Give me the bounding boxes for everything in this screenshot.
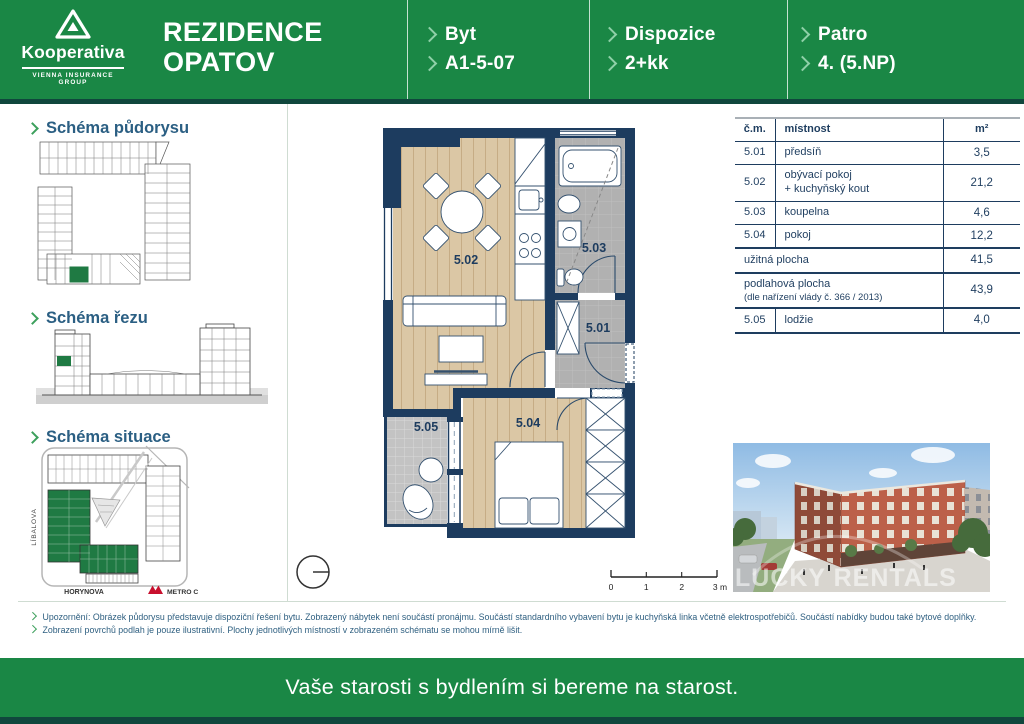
floorplan-schema-title: Schéma půdorysu — [46, 119, 190, 137]
site-plan-schematic — [28, 442, 198, 602]
chevron-right-icon — [602, 56, 618, 72]
layout-info — [604, 20, 716, 78]
page-title-line1: REZIDENCE — [163, 17, 323, 47]
room-area: 21,2 — [943, 165, 1020, 202]
disclaimer-line2: Zobrazení povrchů podlah je pouze ilustrativní. Plochy jednotlivých místností v zobrazeném schématu se mohou mírně lišit. — [42, 625, 523, 635]
unit-number: A1-5-07 — [445, 52, 516, 74]
floorplan-schema-heading — [28, 119, 189, 138]
floor-info — [797, 20, 896, 78]
site-schema-title: Schéma situace — [46, 428, 171, 446]
table-row — [735, 225, 1020, 249]
toilet — [557, 269, 564, 286]
room-name: koupelna — [775, 201, 943, 224]
scale-bar — [604, 566, 739, 598]
scale-tick-0: 0 — [608, 582, 614, 592]
floor-value: 4. (5.NP) — [818, 52, 896, 74]
header-separator — [407, 0, 408, 99]
bed — [495, 442, 563, 528]
compass-icon — [293, 552, 333, 592]
room-num: 5.03 — [735, 201, 775, 224]
disclaimer — [30, 611, 1010, 637]
bedroom-wardrobe — [586, 398, 625, 528]
chevron-right-icon — [602, 27, 618, 43]
summary-area: 41,5 — [943, 248, 1020, 272]
room-label-5-04: 5.04 — [515, 416, 541, 430]
layout-label: Dispozice — [625, 23, 716, 45]
layout-value: 2+kk — [625, 52, 669, 74]
room-name: lodžie — [775, 308, 943, 332]
room-name: předsíň — [775, 141, 943, 164]
summary-row-usable-area — [735, 248, 1020, 272]
footer-accent-strip — [0, 717, 1024, 724]
loggia-glass-door — [447, 417, 463, 528]
entry-opening — [625, 343, 635, 383]
metro-label: METRO C — [167, 589, 198, 596]
footer-slogan: Vaše starosti s bydlením si bereme na starost. — [285, 675, 739, 699]
header-bar — [0, 0, 1024, 99]
room-num: 5.04 — [735, 225, 775, 249]
hall-wardrobe — [557, 302, 579, 354]
scale-tick-2: 2 — [679, 582, 685, 592]
section-schema-title: Schéma řezu — [46, 309, 148, 327]
summary-label: užitná plocha — [735, 248, 943, 272]
chevron-right-icon — [422, 27, 438, 43]
header-separator — [589, 0, 590, 99]
room-label-5-03: 5.03 — [581, 241, 607, 255]
header-separator — [787, 0, 788, 99]
floor-label: Patro — [818, 23, 868, 45]
summary-label — [735, 273, 943, 309]
table-row — [735, 201, 1020, 224]
col-header-num: č.m. — [735, 118, 775, 141]
room-area: 4,0 — [943, 308, 1020, 332]
table-row — [735, 165, 1020, 202]
chevron-right-icon — [29, 625, 37, 633]
table-header-row — [735, 118, 1020, 141]
room-area: 12,2 — [943, 225, 1020, 249]
content-divider — [18, 601, 1006, 602]
kitchen-counter — [515, 138, 545, 300]
brand-logo — [20, 8, 126, 86]
unit-info — [424, 20, 515, 78]
brand-rule — [22, 67, 124, 69]
room-area: 4,6 — [943, 201, 1020, 224]
kooperativa-triangle-icon — [53, 8, 93, 40]
building-photo — [733, 443, 990, 592]
brand-name: Kooperativa — [21, 42, 125, 62]
chevron-right-icon — [422, 56, 438, 72]
metro-icon — [148, 586, 163, 595]
scale-tick-1: 1 — [643, 582, 649, 592]
room-area: 3,5 — [943, 141, 1020, 164]
chevron-right-icon — [795, 27, 811, 43]
highlighted-unit-marker — [70, 267, 88, 282]
table-row — [735, 141, 1020, 164]
col-header-area: m² — [943, 118, 1020, 141]
col-header-room: místnost — [775, 118, 943, 141]
building-section-schematic — [36, 322, 268, 404]
summary-row-floor-area — [735, 273, 1020, 309]
room-label-5-05: 5.05 — [413, 420, 439, 434]
photo-watermark: LUCKY RENTALS — [735, 564, 957, 592]
room-area-table — [735, 117, 1020, 334]
table-row-loggia — [735, 308, 1020, 332]
chevron-right-icon — [26, 122, 39, 135]
sidebar-divider — [287, 104, 288, 601]
unit-label: Byt — [445, 23, 477, 45]
scale-tick-3: 3 m — [712, 582, 728, 592]
street-label-horynova: HORYNOVA — [64, 589, 104, 596]
page-title-line2: OPATOV — [163, 47, 275, 77]
header-accent-strip — [0, 99, 1024, 104]
summary-label-line1: podlahová plocha — [744, 277, 831, 290]
brand-group: VIENNA INSURANCE GROUP — [32, 72, 114, 86]
room-name-line2: + kuchyňský kout — [784, 182, 870, 195]
room-num: 5.05 — [735, 308, 775, 332]
room-num: 5.02 — [735, 165, 775, 202]
room-name-line1: obývací pokoj — [784, 169, 852, 182]
chevron-right-icon — [29, 612, 37, 620]
summary-area: 43,9 — [943, 273, 1020, 309]
apartment-floorplan — [378, 124, 640, 544]
washbasin — [558, 195, 580, 213]
room-label-5-01: 5.01 — [585, 321, 611, 335]
summary-label-line2: (dle nařízení vlády č. 366 / 2013) — [744, 291, 883, 303]
room-label-5-02: 5.02 — [453, 253, 479, 267]
washing-machine — [558, 221, 581, 247]
room-name — [775, 165, 943, 202]
page-title — [163, 17, 323, 77]
room-num: 5.01 — [735, 141, 775, 164]
room-name: pokoj — [775, 225, 943, 249]
highlighted-unit-marker — [57, 356, 71, 366]
footer-bar — [0, 658, 1024, 717]
building-floorplan-schematic — [36, 140, 194, 288]
disclaimer-line1: Upozornění: Obrázek půdorysu představuje dispoziční řešení bytu. Zobrazený nábytek není součástí pronájmu. Součástí standardního vybavení bytu je kuchyňská linka včetně elektrospotřebičů. Součástí nabídky budou také bytové doplňky. — [42, 612, 977, 622]
street-label-libalova: LÍBALOVA — [31, 508, 38, 546]
chevron-right-icon — [795, 56, 811, 72]
